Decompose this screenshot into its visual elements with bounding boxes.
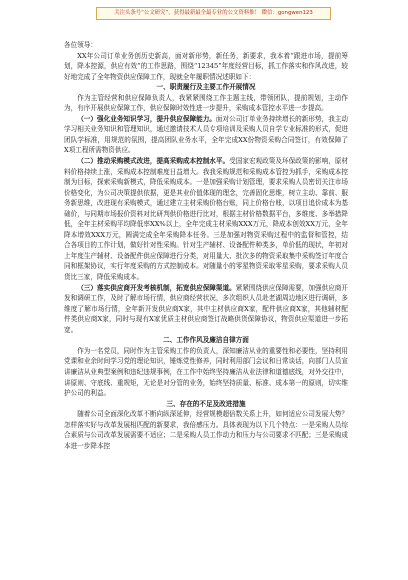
subsection-2-text: 受国家宏观政策及环保政策的影响，原材料价格持续上涨，采购成本控制难度日益增大。我我采购规范和采购成本管控为抓手，采购成本控制为目标，探索采购新模式，降低采购成本。一是加强采购计划管理，要求采购人员密切关注市场价格变化，为公司决策提供依据，更是其业价值体现的理念，完善固化思维，树立主动、靠前、服务新思维，改进现有采购模式，通过建立主材采购价格台账，同上价格台账，以项目追价成本为基础价，与同期市场报价资料对比研判供价格进行比对，根据主材价格数据平台，多维度、多举措降低，全年主材采购平均降低率XX%以上，全年完成主材采购XXX万元，降成本创效XX万元，全年降本增效XXX万元，圆满完成全年采购降本任务。三是加强对物资采购过程中的监督和管控，结合各项目的工作计划，做好针对性采购。针对生产辅材、设备配件种类多，单价低的现状，年初对上年度生产辅材、设备配件供应保障进行分类，对用量大、批次多的物资采取集中采购签订年度合同和框架协议，实行年度采购的方式控制成本。对随量小的零星物资采取零星采购，要求采购人员货比三家，降低采购成本。 [64,157,349,282]
section-heading-1: 一、职责履行及主要工作开展情况 [156,83,256,92]
subsection-3-paragraph [64,283,348,336]
subsection-2-paragraph [64,156,348,283]
subsection-3-text: 紧紧围绕供应保障需要，加强供应商开发和调研工作，及时了解市场行情，供应商经营状况，多次组织人员赴老湖周边地区进行调研，多维度了解市场行情，全年新开发供应商X家，其中主材供应商X家，配件供应商X家，其他辅材配件类供应商X家，同时与现有X家优质主材供应商签订战略供货保障协议，物资供应渠道进一步拓宽。 [64,283,348,334]
section-1-paragraph: 作为主管经营和供应保障负责人，我紧紧围绕工作主题主线，带领团队，提前规划，主动作为，有序开展供应保障工作，供应保障时效性进一步提升，采购成本管控水平进一步提高。 [64,93,348,113]
subsection-1-title: （一）强化业务知识学习，提升供应保障能力。 [77,114,216,123]
subsection-3-title: （三）落实供应商开发考核机制，拓宽供应保障渠道。 [77,283,236,292]
intro-paragraph: XX年公司订单业务创历史新高，面对新形势，新任务，新要求，我本着“跟进市场，提前筹划，降本控源，供应有效”的工作思路，围绕“12345”年度经营目标，抓工作落实和作风改进，较好地完成了全年物资供应保障工作，现就全年履职情况述职如下： [64,51,348,81]
section-2-paragraph: 作为一名党员，同时作为主管采购工作的负责人，深知廉洁从业的重要性和必要性，坚持利用党课和业余时间学习党的理论知识，锤炼党性修养，同时利用部门会议和日常谈话，向部门人员宣讲廉洁从业典型案例和违纪违规事例，在工作中始终坚持廉洁从业法律和道德底线，对外交往中，讲原则、守底线、重规矩，无论是对分管的业务，始终坚持质量、标准、成本第一的原则，切实维护公司的利益。 [64,346,348,398]
report-body [64,40,348,451]
subsection-2-title: （二）推动采购模式改进，提高采购成本控制水平。 [77,157,230,166]
section-3-paragraph: 随着公司全面深化改革不断向纵深延伸，经营规模超倍数关系上升，如何适应公司发展大势？怎样落实好与改革发展相匹配的新要求，我倍感压力。具体表现为以下几个特点：一是采购人员综合素质与公司改革发展需要不适应；二是采购人员工作动力和压力与公司要求不匹配；三是采购成本进一步降本控 [64,410,348,450]
subsection-1-text: 面对公司订单业务持续增长的新形势，我主动学习相关业务知识和管理知识，通过邀请技术人员专项培训及采购人员自学专业标准的形式，促进团队学标准，用规范的氛围，提高团队业务水平，全年完成XX份物资采购合同签订，有效保障了X项工程所需物资供应。 [64,114,349,155]
section-heading-3: 三、存在的不足及改进措施 [166,399,246,408]
subsection-1-paragraph [64,114,348,156]
section-heading-2: 二、工作作风及廉洁自律方面 [163,336,249,345]
promo-banner: 关注头条号“公文研究”，获得最新最全最专业的公文资料推！ 微信：gongwen123 [96,7,331,20]
salutation: 各位领导： [64,41,97,49]
